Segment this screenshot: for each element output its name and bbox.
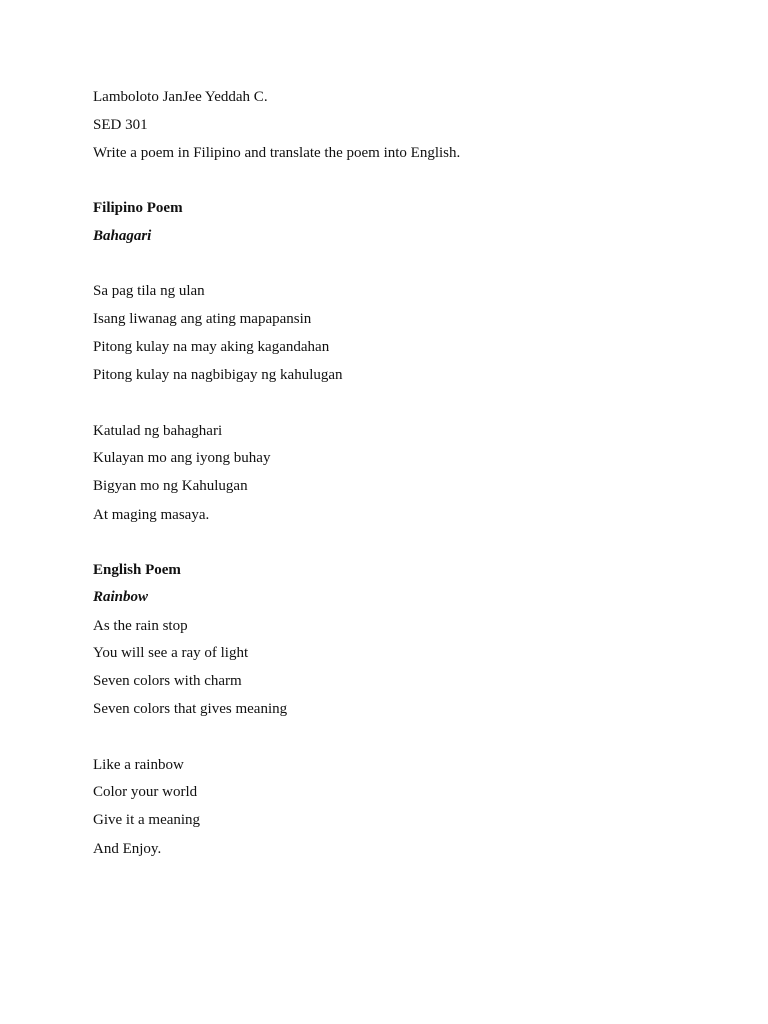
filipino-poem-line: Sa pag tila ng ulan <box>93 283 205 299</box>
filipino-poem-line: Isang liwanag ang ating mapapansin <box>93 311 312 327</box>
english-poem-line: And Enjoy. <box>93 841 162 857</box>
course-code: SED 301 <box>93 117 148 133</box>
english-poem-line: Seven colors with charm <box>93 673 242 689</box>
english-poem-line: You will see a ray of light <box>93 645 249 661</box>
filipino-poem-line: Kulayan mo ang iyong buhay <box>93 450 271 466</box>
english-poem-heading: English Poem <box>93 562 181 578</box>
english-poem-title: Rainbow <box>93 589 149 605</box>
english-poem-line: Seven colors that gives meaning <box>93 701 288 717</box>
filipino-poem-line: At maging masaya. <box>93 507 210 523</box>
filipino-poem-line: Pitong kulay na may aking kagandahan <box>93 339 330 355</box>
filipino-poem-line: Bigyan mo ng Kahulugan <box>93 478 248 494</box>
english-poem-line: Like a rainbow <box>93 757 184 773</box>
author-name: Lamboloto JanJee Yeddah C. <box>93 89 268 105</box>
english-poem-line: Give it a meaning <box>93 812 201 828</box>
filipino-poem-line: Pitong kulay na nagbibigay ng kahulugan <box>93 367 343 383</box>
filipino-poem-heading: Filipino Poem <box>93 200 183 216</box>
filipino-poem-line: Katulad ng bahaghari <box>93 423 223 439</box>
assignment-instructions: Write a poem in Filipino and translate the poem into English. <box>93 145 461 161</box>
english-poem-line: Color your world <box>93 784 198 800</box>
english-poem-line: As the rain stop <box>93 618 188 634</box>
filipino-poem-title: Bahagari <box>93 228 152 244</box>
